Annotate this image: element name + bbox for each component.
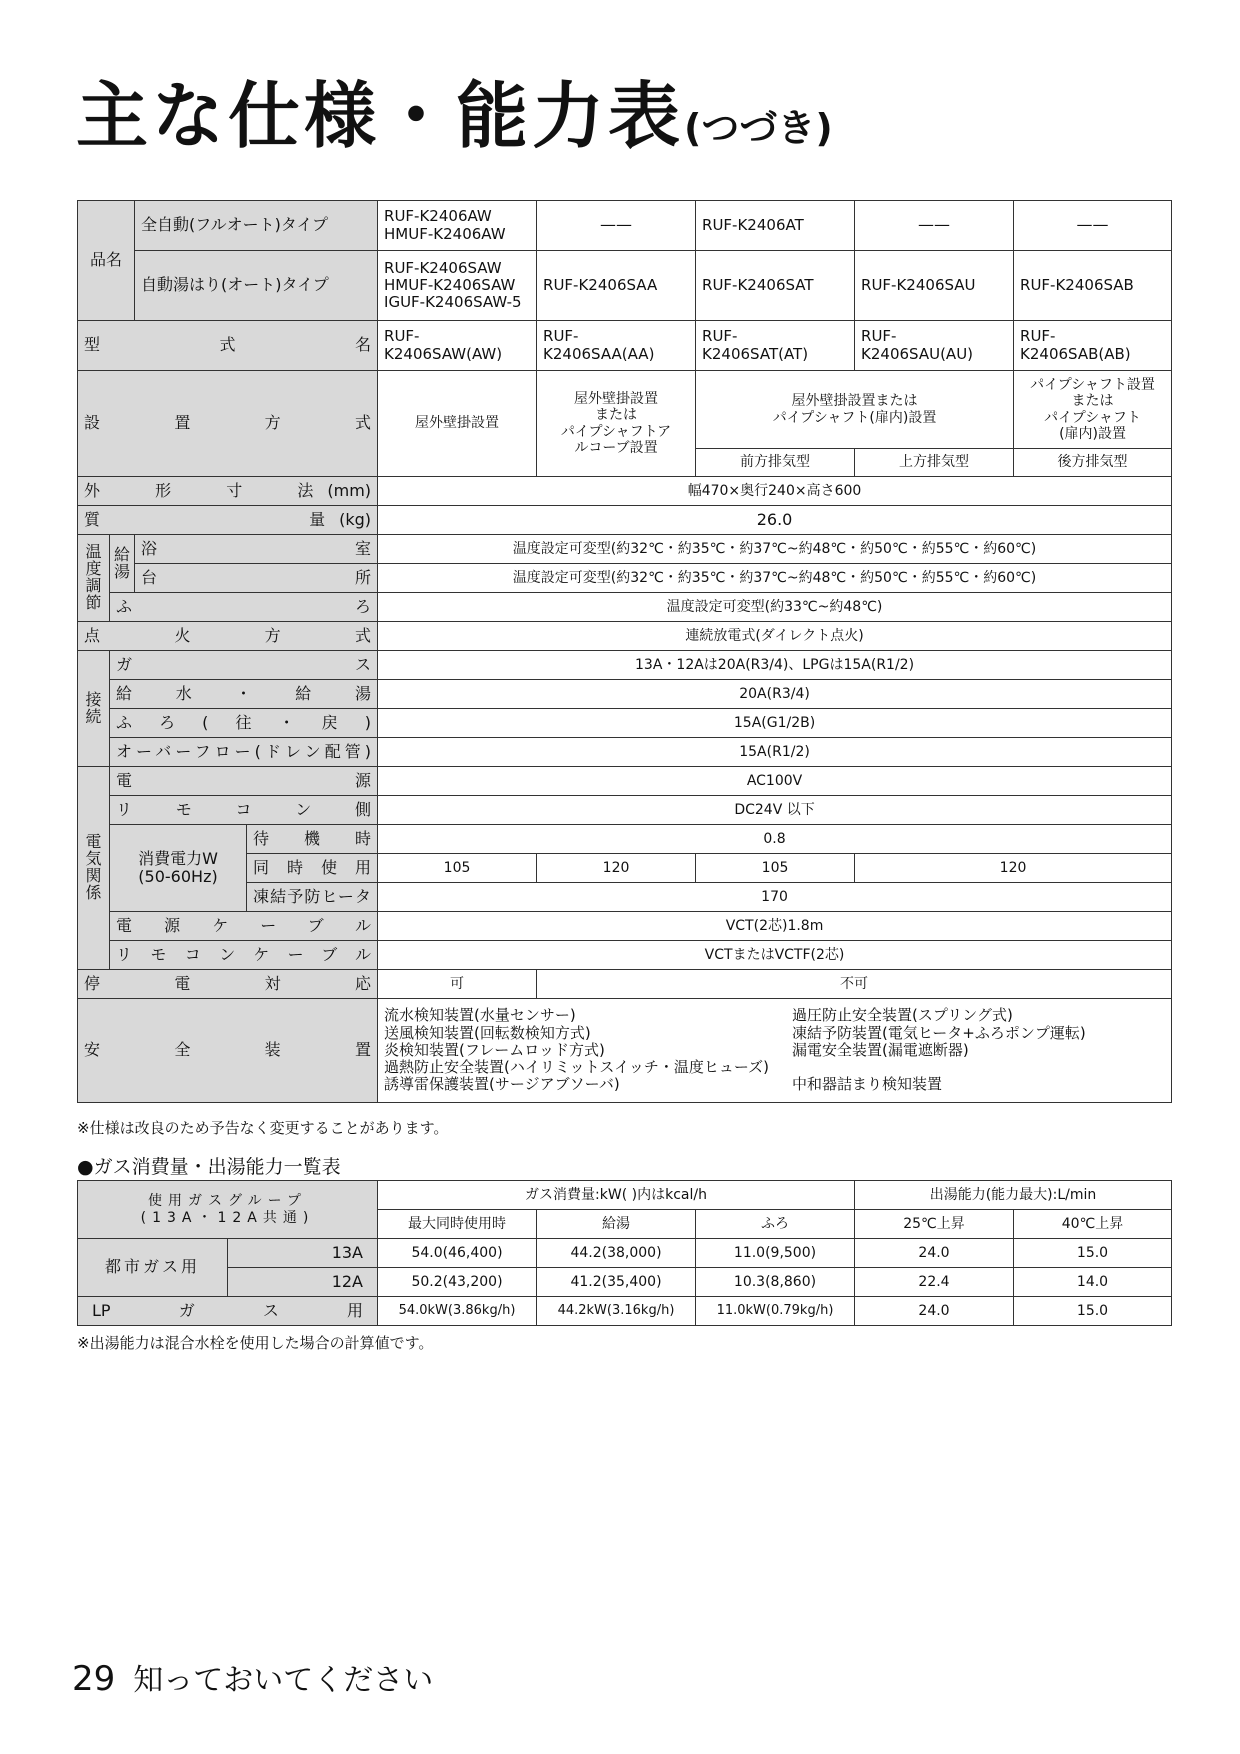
gas-value: 54.0kW(3.86kg/h) [378,1297,537,1326]
dimension-unit: (mm) [327,480,372,500]
spec-table [77,200,1172,1103]
safety-label: 安全装置 [78,999,378,1103]
gas-value: 44.2kW(3.16kg/h) [537,1297,696,1326]
full-auto-model: RUF-K2406AT [696,201,855,251]
gas-type: 13A [228,1239,378,1268]
product-name-label: 品名 [78,201,135,321]
mass-label: 質量 [84,509,326,529]
gas-conn-label: ガス [110,651,378,680]
model-name: RUF- K2406SAU(AU) [855,321,1014,371]
simul-value: 120 [537,854,696,883]
temp-kitchen-value: 温度設定可変型(約32℃・約35℃・約37℃~約48℃・約50℃・約55℃・約60℃) [378,564,1172,593]
safety-device: 漏電安全装置(漏電遮断器) [792,1040,969,1059]
output-header: 出湯能力(能力最大):L/min [855,1181,1172,1210]
blackout-value: 不可 [537,970,1172,999]
install-method: 屋外壁掛設置または パイプシャフト(扉内)設置 [696,371,1014,449]
gas-sub-header: ふろ [696,1210,855,1239]
install-method: パイプシャフト設置 または パイプシャフト (扉内)設置 [1014,371,1172,449]
model-name: RUF- K2406SAW(AW) [378,321,537,371]
connection-group-label: 接 続 [78,651,110,767]
gas-sub-header: 25℃上昇 [855,1210,1014,1239]
gas-value: 11.0(9,500) [696,1239,855,1268]
water-conn-label: 給水・給湯 [110,680,378,709]
overflow-value: 15A(R1/2) [378,738,1172,767]
exhaust-type: 前方排気型 [696,449,855,477]
gas-sub-header: 給湯 [537,1210,696,1239]
gas-value: 24.0 [855,1239,1014,1268]
exhaust-type: 上方排気型 [855,449,1014,477]
full-auto-model: —— [1014,201,1172,251]
full-auto-label: 全自動(フルオート)タイプ [135,201,378,251]
lp-gas-label: LPガス用 [78,1297,378,1326]
safety-device: 過圧防止安全装置(スプリング式) [792,1006,1013,1025]
furo-conn-label: ふろ(往・戻) [110,709,378,738]
blackout-value: 可 [378,970,537,999]
temp-group-label: 温 度 調 節 [78,535,110,622]
remote-cable-label: リモコンケーブル [110,941,378,970]
model-name: RUF- K2406SAT(AT) [696,321,855,371]
power-value: AC100V [378,767,1172,796]
gas-value: 24.0 [855,1297,1014,1326]
page-footer [72,1655,433,1699]
auto-model: RUF-K2406SAU [855,251,1014,321]
gas-value: 50.2(43,200) [378,1268,537,1297]
safety-devices [384,1005,1165,1095]
full-auto-model: —— [537,201,696,251]
bath-label: 浴室 [135,535,378,564]
auto-model: RUF-K2406SAT [696,251,855,321]
gas-value: 54.0(46,400) [378,1239,537,1268]
furo-conn-value: 15A(G1/2B) [378,709,1172,738]
page-title: 主な仕様・能力表(つづき) [76,74,833,158]
gas-value: 15.0 [1014,1297,1172,1326]
cable-label: 電源ケーブル [110,912,378,941]
safety-device: 流水検知装置(水量センサー) [384,1006,576,1025]
gas-conn-value: 13A・12Aは20A(R3/4)、LPGは15A(R1/2) [378,651,1172,680]
auto-model: RUF-K2406SAW HMUF-K2406SAW IGUF-K2406SAW-5 [378,251,537,321]
gas-table [77,1180,1172,1326]
footer-text: 知っておいてください [133,1663,434,1698]
remote-label: リモコン側 [110,796,378,825]
gas-sub-header: 40℃上昇 [1014,1210,1172,1239]
simul-value: 120 [855,854,1172,883]
safety-device [792,1059,1165,1076]
dimension-value: 幅470×奥行240×高さ600 [378,477,1172,506]
page-title-sub: (つづき) [684,106,833,150]
gas-section-title: ●ガス消費量・出湯能力一覧表 [77,1156,341,1178]
install-method: 屋外壁掛設置 [378,371,537,477]
overflow-label: オーバーフロー(ドレン配管) [110,738,378,767]
kitchen-label: 台所 [135,564,378,593]
full-auto-model: RUF-K2406AW HMUF-K2406AW [378,201,537,251]
temp-bath-value: 温度設定可変型(約32℃・約35℃・約37℃~約48℃・約50℃・約55℃・約60℃) [378,535,1172,564]
auto-label: 自動湯はり(オート)タイプ [135,251,378,321]
gas-value: 11.0kW(0.79kg/h) [696,1297,855,1326]
dimension-label: 外形寸法 [84,480,314,500]
install-method: 屋外壁掛設置 または パイプシャフトア ルコーブ設置 [537,371,696,477]
remote-value: DC24V 以下 [378,796,1172,825]
gas-value: 15.0 [1014,1239,1172,1268]
city-gas-label: 都市ガス用 [78,1239,228,1297]
gas-value: 10.3(8,860) [696,1268,855,1297]
ignition-label: 点火方式 [78,622,378,651]
full-auto-model: —— [855,201,1014,251]
model-name: RUF- K2406SAB(AB) [1014,321,1172,371]
temp-furo-value: 温度設定可変型(約33℃~約48℃) [378,593,1172,622]
model-name: RUF- K2406SAA(AA) [537,321,696,371]
antifreeze-label: 凍結予防ヒータ [247,883,378,912]
blackout-label: 停電対応 [78,970,378,999]
gas-value: 14.0 [1014,1268,1172,1297]
consumption-header: ガス消費量:kW( )内はkcal/h [378,1181,855,1210]
simul-value: 105 [378,854,537,883]
water-conn-value: 20A(R3/4) [378,680,1172,709]
safety-device: 送風検知装置(回転数検知方式) [384,1023,591,1042]
safety-device: 過熱防止安全装置(ハイリミットスイッチ・温度ヒューズ) [384,1058,769,1077]
gas-type: 12A [228,1268,378,1297]
auto-model: RUF-K2406SAA [537,251,696,321]
exhaust-type: 後方排気型 [1014,449,1172,477]
simul-label: 同時使用 [247,854,378,883]
standby-value: 0.8 [378,825,1172,854]
gas-note: ※出湯能力は混合水栓を使用した場合の計算値です。 [77,1334,434,1352]
consumption-label: 消費電力W (50-60Hz) [110,825,247,912]
model-label: 型式名 [78,321,378,371]
furo-label: ふろ [110,593,378,622]
spec-note: ※仕様は改良のため予告なく変更することがあります。 [77,1119,449,1137]
power-label: 電源 [110,767,378,796]
electric-group-label: 電 気 関 係 [78,767,110,970]
remote-cable-value: VCTまたはVCTF(2芯) [378,941,1172,970]
gas-group-label: 使用ガスグループ (13A・12A共通) [78,1181,378,1239]
ignition-value: 連続放電式(ダイレクト点火) [378,622,1172,651]
simul-value: 105 [696,854,855,883]
safety-device: 誘導雷保護装置(サージアブソーバ) [384,1075,620,1094]
gas-value: 41.2(35,400) [537,1268,696,1297]
cable-value: VCT(2芯)1.8m [378,912,1172,941]
safety-device: 中和器詰まり検知装置 [792,1075,943,1094]
mass-value: 26.0 [378,506,1172,535]
safety-device: 炎検知装置(フレームロッド方式) [384,1040,605,1059]
supply-group-label: 給 湯 [110,535,135,593]
antifreeze-value: 170 [378,883,1172,912]
install-label: 設置方式 [78,371,378,477]
auto-model: RUF-K2406SAB [1014,251,1172,321]
standby-label: 待機時 [247,825,378,854]
gas-sub-header: 最大同時使用時 [378,1210,537,1239]
gas-value: 22.4 [855,1268,1014,1297]
gas-value: 44.2(38,000) [537,1239,696,1268]
mass-unit: (kg) [339,509,372,529]
page-number: 29 [72,1659,116,1699]
safety-device: 凍結予防装置(電気ヒータ+ふろポンプ運転) [792,1023,1086,1042]
